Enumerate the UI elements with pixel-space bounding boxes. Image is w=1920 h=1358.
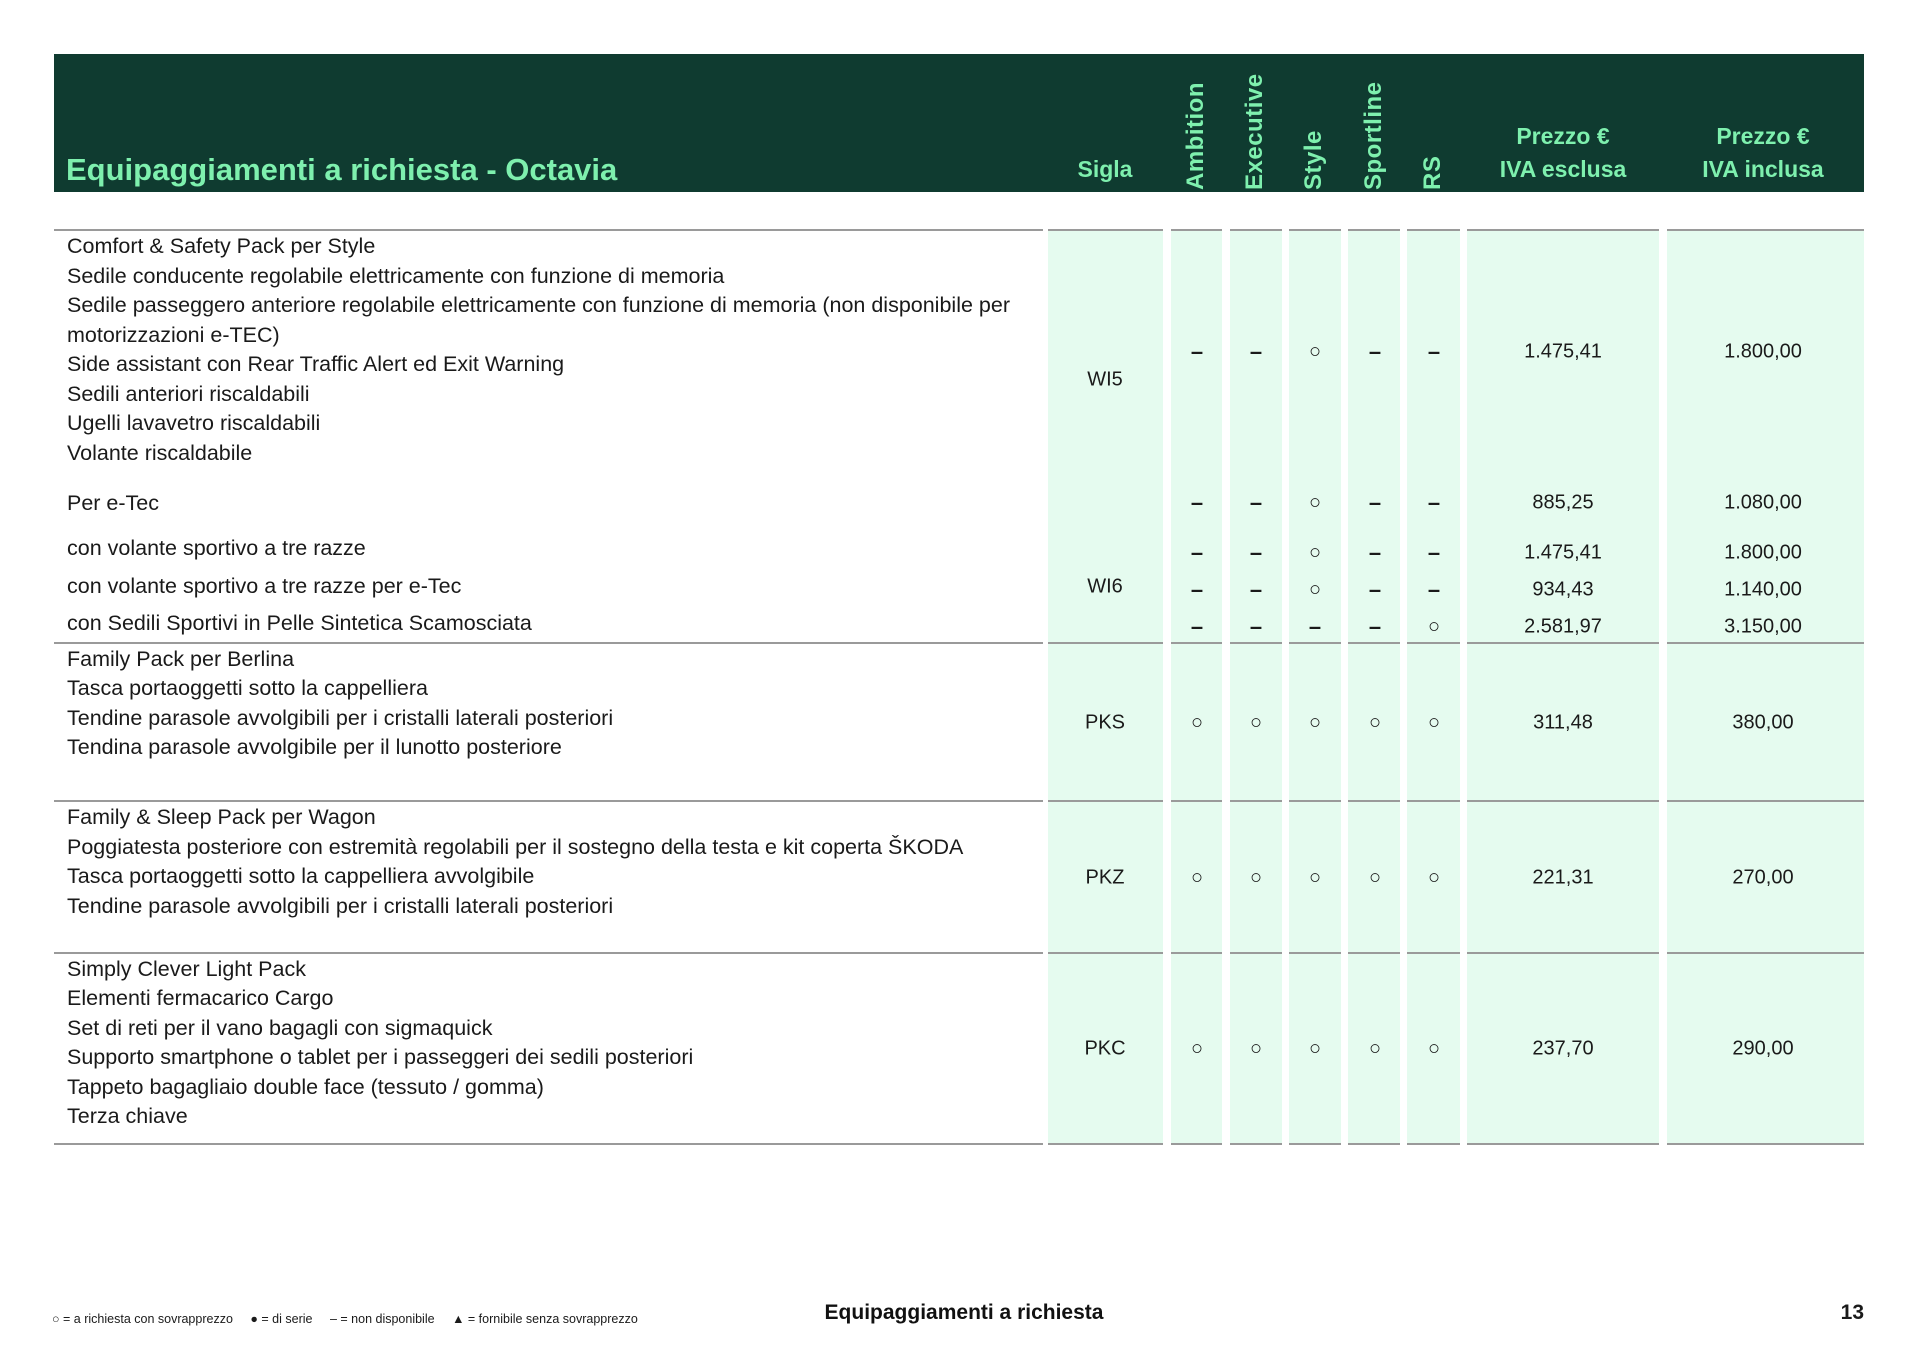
row-divider <box>54 642 1043 644</box>
price-inc-vat: 1.800,00 <box>1724 541 1802 564</box>
price-inc-vat: 1.800,00 <box>1724 340 1802 363</box>
price-ex-vat: 221,31 <box>1532 866 1594 889</box>
availability-rs: – <box>1427 577 1441 602</box>
price-ex-vat: 1.475,41 <box>1524 340 1602 363</box>
availability-style: ○ <box>1308 1037 1322 1060</box>
availability-rs: ○ <box>1427 711 1441 734</box>
availability-ambition: – <box>1190 540 1204 565</box>
availability-ambition: – <box>1190 339 1204 364</box>
row-divider <box>1407 229 1460 231</box>
availability-sportline: ○ <box>1368 866 1382 889</box>
availability-executive: ○ <box>1249 866 1263 889</box>
availability-rs: ○ <box>1427 1037 1441 1060</box>
row-divider <box>1048 1143 1163 1145</box>
row-divider <box>54 952 1043 954</box>
price-ex-label-2: IVA esclusa <box>1499 156 1627 182</box>
price-inc-vat: 1.080,00 <box>1724 491 1802 514</box>
row-divider <box>54 1143 1043 1145</box>
pack-item: con volante sportivo a tre razze per e-Tec <box>67 574 462 598</box>
column-background <box>1667 230 1864 1144</box>
column-background <box>1171 230 1222 1144</box>
availability-sportline: – <box>1368 339 1382 364</box>
availability-executive: – <box>1249 490 1263 515</box>
price-ex-vat: 237,70 <box>1532 1037 1594 1060</box>
availability-sportline: – <box>1368 540 1382 565</box>
pack-item: con volante sportivo a tre razze <box>67 536 366 560</box>
row-divider <box>1667 1143 1864 1145</box>
row-divider <box>1467 642 1659 644</box>
column-ambition: Ambition <box>1182 82 1209 190</box>
availability-style: ○ <box>1308 491 1322 514</box>
pack-item: Tendina parasole avvolgibile per il lunotto posteriore <box>67 735 562 759</box>
availability-rs: ○ <box>1427 866 1441 889</box>
column-rs: RS <box>1419 155 1446 190</box>
row-divider <box>1348 1143 1400 1145</box>
availability-ambition: – <box>1190 577 1204 602</box>
availability-executive: – <box>1249 540 1263 565</box>
pack-item: Sedile passeggero anteriore regolabile elettricamente con funzione di memoria (non disponibile per <box>67 293 1010 317</box>
column-background <box>1289 230 1341 1144</box>
availability-style: ○ <box>1308 866 1322 889</box>
price-inc-vat: 290,00 <box>1732 1037 1794 1060</box>
footer-section-title: Equipaggiamenti a richiesta <box>824 1301 1104 1324</box>
row-divider <box>1171 800 1222 802</box>
row-divider <box>1171 229 1222 231</box>
availability-ambition: ○ <box>1190 1037 1204 1060</box>
legend-not-available: – = non disponibile <box>329 1312 435 1326</box>
price-ex-vat: 1.475,41 <box>1524 541 1602 564</box>
column-background <box>1230 230 1282 1144</box>
availability-rs: ○ <box>1427 615 1441 638</box>
column-background <box>1407 230 1460 1144</box>
availability-executive: – <box>1249 577 1263 602</box>
availability-ambition: – <box>1190 490 1204 515</box>
legend-free: ▲ = fornibile senza sovrapprezzo <box>452 1312 638 1326</box>
row-divider <box>1289 800 1341 802</box>
availability-style: ○ <box>1308 711 1322 734</box>
row-divider <box>1171 642 1222 644</box>
pack-item: Poggiatesta posteriore con estremità regolabili per il sostegno della testa e kit coperta ŠKODA <box>67 835 964 859</box>
availability-sportline: ○ <box>1368 711 1382 734</box>
pack-item: con Sedili Sportivi in Pelle Sintetica Scamosciata <box>67 611 532 635</box>
row-divider <box>1230 229 1282 231</box>
page-title: Equipaggiamenti a richiesta - Octavia <box>66 152 618 187</box>
price-inc-vat: 380,00 <box>1732 711 1794 734</box>
option-code: WI5 <box>1087 368 1123 391</box>
column-background <box>1348 230 1400 1144</box>
row-divider <box>1467 800 1659 802</box>
row-divider <box>1467 229 1659 231</box>
availability-ambition: – <box>1190 614 1204 639</box>
option-code: WI6 <box>1087 575 1123 598</box>
pack-title: Family Pack per Berlina <box>67 647 295 671</box>
availability-rs: – <box>1427 540 1441 565</box>
availability-sportline: – <box>1368 490 1382 515</box>
pack-item: Terza chiave <box>67 1104 188 1128</box>
row-divider <box>1667 952 1864 954</box>
price-ex-vat: 934,43 <box>1532 578 1594 601</box>
price-ex-label-1: Prezzo € <box>1516 123 1610 149</box>
row-divider <box>1171 952 1222 954</box>
row-divider <box>1230 1143 1282 1145</box>
row-divider <box>1467 1143 1659 1145</box>
row-divider <box>1230 952 1282 954</box>
row-divider <box>1048 800 1163 802</box>
pack-item: Volante riscaldabile <box>67 441 253 465</box>
availability-style: ○ <box>1308 541 1322 564</box>
row-divider <box>1289 952 1341 954</box>
availability-rs: – <box>1427 339 1441 364</box>
price-in-label-2: IVA inclusa <box>1702 156 1824 182</box>
pack-item: Tasca portaoggetti sotto la cappelliera avvolgibile <box>67 864 535 888</box>
availability-sportline: – <box>1368 577 1382 602</box>
availability-rs: – <box>1427 490 1441 515</box>
column-sigla: Sigla <box>1077 156 1133 182</box>
option-code: PKZ <box>1085 866 1125 889</box>
row-divider <box>1348 642 1400 644</box>
legend-standard: ● = di serie <box>250 1312 313 1326</box>
pack-item: Tasca portaoggetti sotto la cappelliera <box>67 676 428 700</box>
row-divider <box>1667 800 1864 802</box>
row-divider <box>1230 800 1282 802</box>
row-divider <box>54 800 1043 802</box>
row-divider <box>1171 1143 1222 1145</box>
row-divider <box>1467 952 1659 954</box>
pack-title: Simply Clever Light Pack <box>67 957 306 981</box>
pack-item: Sedili anteriori riscaldabili <box>67 382 310 406</box>
pack-item: Per e-Tec <box>67 491 160 515</box>
availability-style: ○ <box>1308 340 1322 363</box>
row-divider <box>1348 952 1400 954</box>
column-price-ex-vat <box>1500 120 1627 186</box>
row-divider <box>1048 229 1163 231</box>
pack-item: Supporto smartphone o tablet per i passeggeri dei sedili posteriori <box>67 1045 694 1069</box>
row-divider <box>1230 642 1282 644</box>
row-divider <box>1407 642 1460 644</box>
column-sportline: Sportline <box>1360 81 1387 190</box>
price-ex-vat: 311,48 <box>1533 711 1593 734</box>
legend <box>52 1312 652 1326</box>
pack-item: Ugelli lavavetro riscaldabili <box>67 411 321 435</box>
pack-item: Tappeto bagagliaio double face (tessuto / gomma) <box>67 1075 544 1099</box>
price-ex-vat: 2.581,97 <box>1524 615 1602 638</box>
column-style: Style <box>1300 130 1327 190</box>
legend-optional: ○ = a richiesta con sovrapprezzo <box>52 1312 233 1326</box>
page-number: 13 <box>1840 1301 1864 1324</box>
table-header <box>54 54 1864 192</box>
price-inc-vat: 270,00 <box>1732 866 1794 889</box>
pack-item: Side assistant con Rear Traffic Alert ed Exit Warning <box>67 352 565 376</box>
option-code: PKS <box>1084 711 1126 734</box>
price-ex-vat: 885,25 <box>1532 491 1594 514</box>
availability-executive: ○ <box>1249 1037 1263 1060</box>
row-divider <box>1407 952 1460 954</box>
row-divider <box>1289 1143 1341 1145</box>
row-divider <box>1348 800 1400 802</box>
row-divider <box>1048 642 1163 644</box>
option-code: PKC <box>1084 1037 1126 1060</box>
availability-sportline: ○ <box>1368 1037 1382 1060</box>
price-inc-vat: 3.150,00 <box>1724 615 1802 638</box>
price-in-label-1: Prezzo € <box>1716 123 1810 149</box>
row-divider <box>1289 642 1341 644</box>
row-divider <box>1289 229 1341 231</box>
availability-ambition: ○ <box>1190 711 1204 734</box>
row-divider <box>1667 229 1864 231</box>
pack-item: motorizzazioni e-TEC) <box>67 323 280 347</box>
pack-item: Set di reti per il vano bagagli con sigmaquick <box>67 1016 493 1040</box>
row-divider <box>1667 642 1864 644</box>
availability-executive: – <box>1249 614 1263 639</box>
pack-title: Family & Sleep Pack per Wagon <box>67 805 376 829</box>
price-inc-vat: 1.140,00 <box>1724 578 1802 601</box>
pack-item: Tendine parasole avvolgibili per i cristalli laterali posteriori <box>67 894 614 918</box>
row-divider <box>54 229 1043 231</box>
column-background <box>1467 230 1659 1144</box>
row-divider <box>1348 229 1400 231</box>
column-background <box>1048 230 1163 1144</box>
column-executive: Executive <box>1241 73 1268 190</box>
availability-executive: – <box>1249 339 1263 364</box>
availability-executive: ○ <box>1249 711 1263 734</box>
pack-item: Tendine parasole avvolgibili per i cristalli laterali posteriori <box>67 706 614 730</box>
row-divider <box>1048 952 1163 954</box>
availability-style: – <box>1308 614 1322 639</box>
availability-sportline: – <box>1368 614 1382 639</box>
row-divider <box>1407 800 1460 802</box>
pack-item: Elementi fermacarico Cargo <box>67 986 334 1010</box>
availability-style: ○ <box>1308 578 1322 601</box>
pack-item: Sedile conducente regolabile elettricamente con funzione di memoria <box>67 264 725 288</box>
row-divider <box>1407 1143 1460 1145</box>
availability-ambition: ○ <box>1190 866 1204 889</box>
column-price-inc-vat <box>1702 120 1823 186</box>
pack-title: Comfort & Safety Pack per Style <box>67 234 376 258</box>
